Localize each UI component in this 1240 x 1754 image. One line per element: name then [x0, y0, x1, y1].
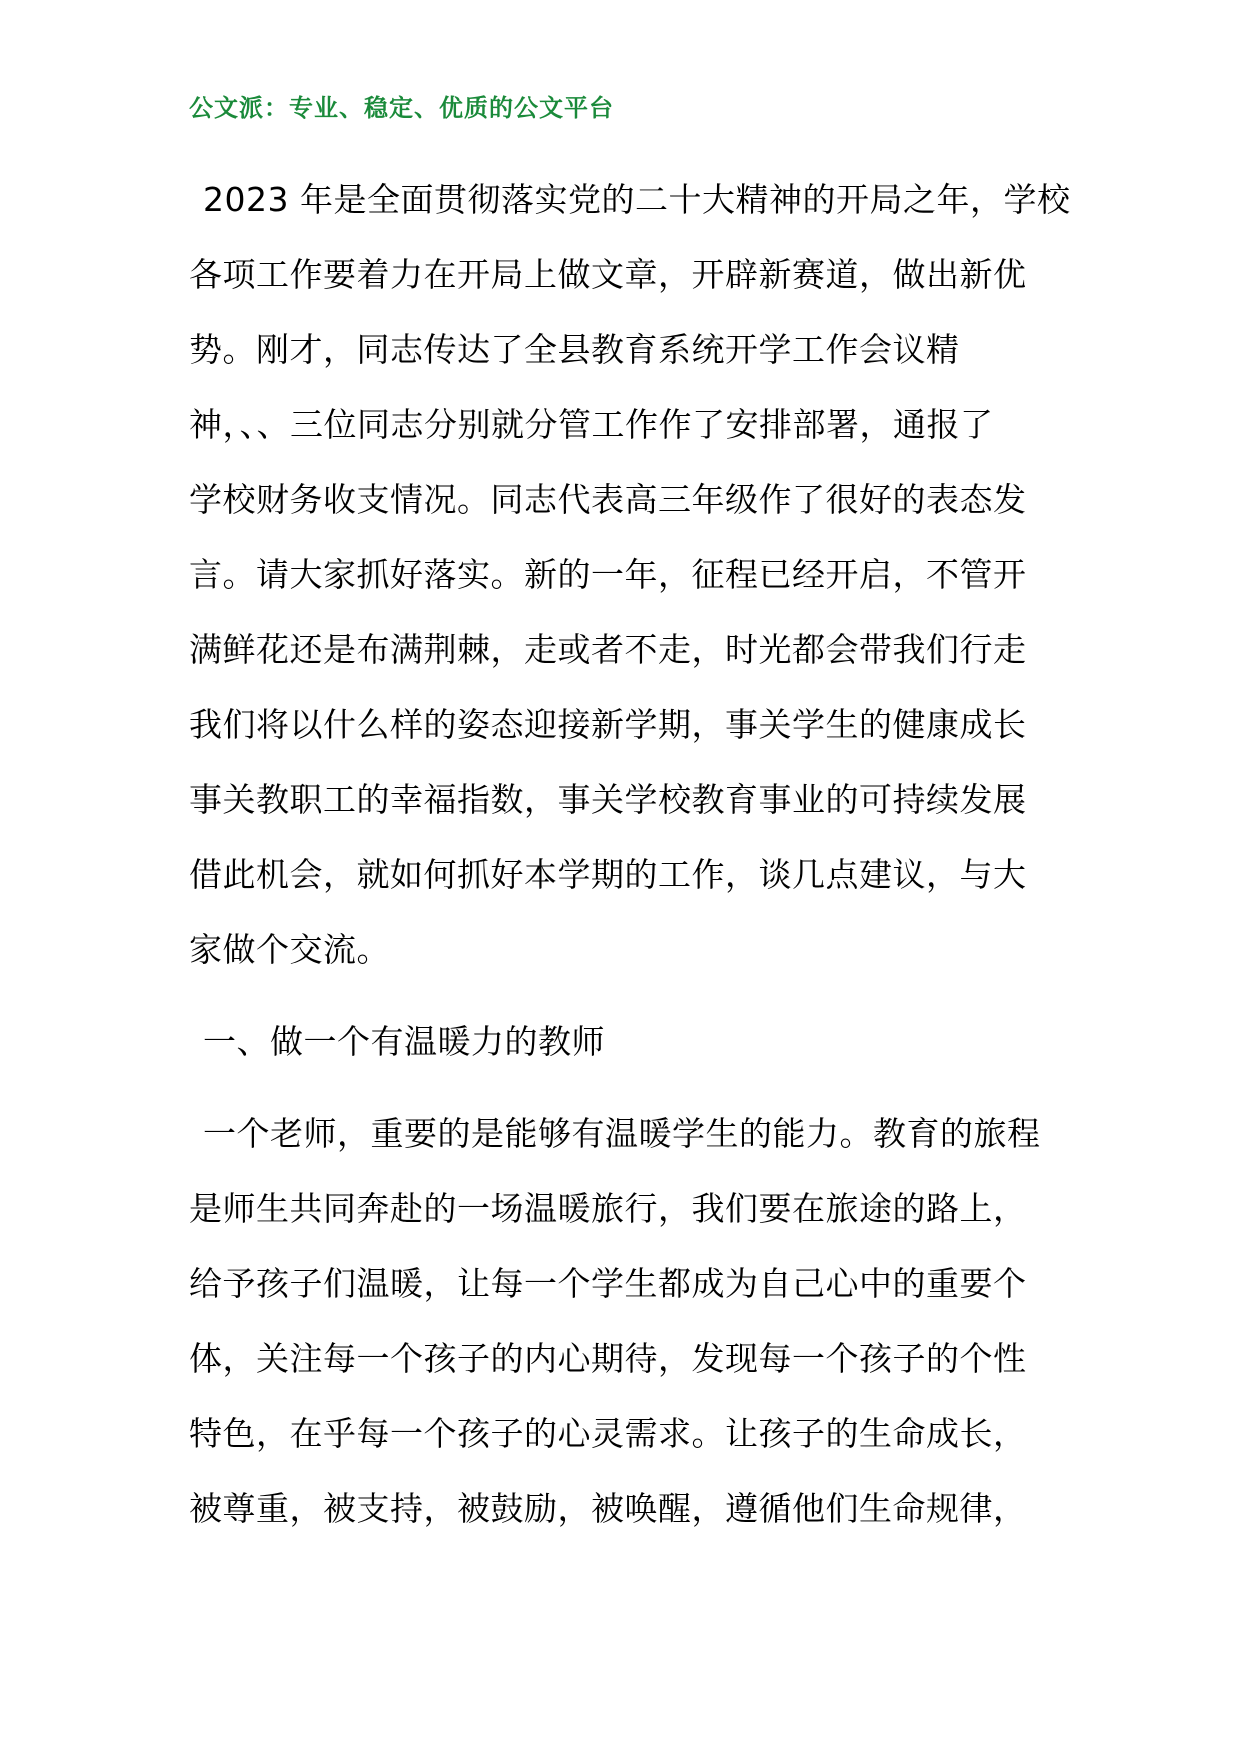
document-body	[189, 162, 1071, 1546]
text-line: 势。刚才，同志传达了全县教育系统开学工作会议精	[189, 330, 960, 369]
text-line: 2023 年是全面贯彻落实党的二十大精神的开局之年，学校	[203, 180, 1071, 219]
text-line: 学校财务收支情况。同志代表高三年级作了很好的表态发	[189, 480, 1027, 519]
text-line: 满鲜花还是布满荆棘，走或者不走，时光都会带我们行走	[189, 630, 1027, 669]
text-line: 神，、、三位同志分别就分管工作作了安排部署，通报了	[189, 405, 994, 444]
text-line: 给予孩子们温暖，让每一个学生都成为自己心中的重要个	[189, 1264, 1027, 1303]
text-line: 言。请大家抓好落实。新的一年，征程已经开启，不管开	[189, 555, 1027, 594]
heading-line: 一、做一个有温暖力的教师	[203, 1022, 605, 1061]
text-line: 借此机会，就如何抓好本学期的工作，谈几点建议，与大	[189, 855, 1027, 894]
text-line: 各项工作要着力在开局上做文章，开辟新赛道，做出新优	[189, 255, 1027, 294]
text-line: 是师生共同奔赴的一场温暖旅行，我们要在旅途的路上，	[189, 1189, 1027, 1228]
text-line: 一个老师，重要的是能够有温暖学生的能力。教育的旅程	[203, 1114, 1041, 1153]
text-line: 被尊重，被支持，被鼓励，被唤醒，遵循他们生命规律，	[189, 1489, 1027, 1528]
paragraph-gap	[189, 1079, 1065, 1096]
text-line: 家做个交流。	[189, 930, 390, 969]
header-brand: 公文派：专业、稳定、优质的公文平台	[189, 94, 614, 122]
text-line: 特色，在乎每一个孩子的心灵需求。让孩子的生命成长，	[189, 1414, 1027, 1453]
paragraph-gap	[189, 987, 1065, 1004]
paragraph-warmth	[189, 1096, 1065, 1546]
text-line: 我们将以什么样的姿态迎接新学期，事关学生的健康成长	[189, 705, 1027, 744]
paragraph-intro	[189, 162, 1071, 987]
text-line: 事关教职工的幸福指数，事关学校教育事业的可持续发展	[189, 780, 1027, 819]
text-line: 体，关注每一个孩子的内心期待，发现每一个孩子的个性	[189, 1339, 1027, 1378]
section-heading	[189, 1004, 1065, 1079]
